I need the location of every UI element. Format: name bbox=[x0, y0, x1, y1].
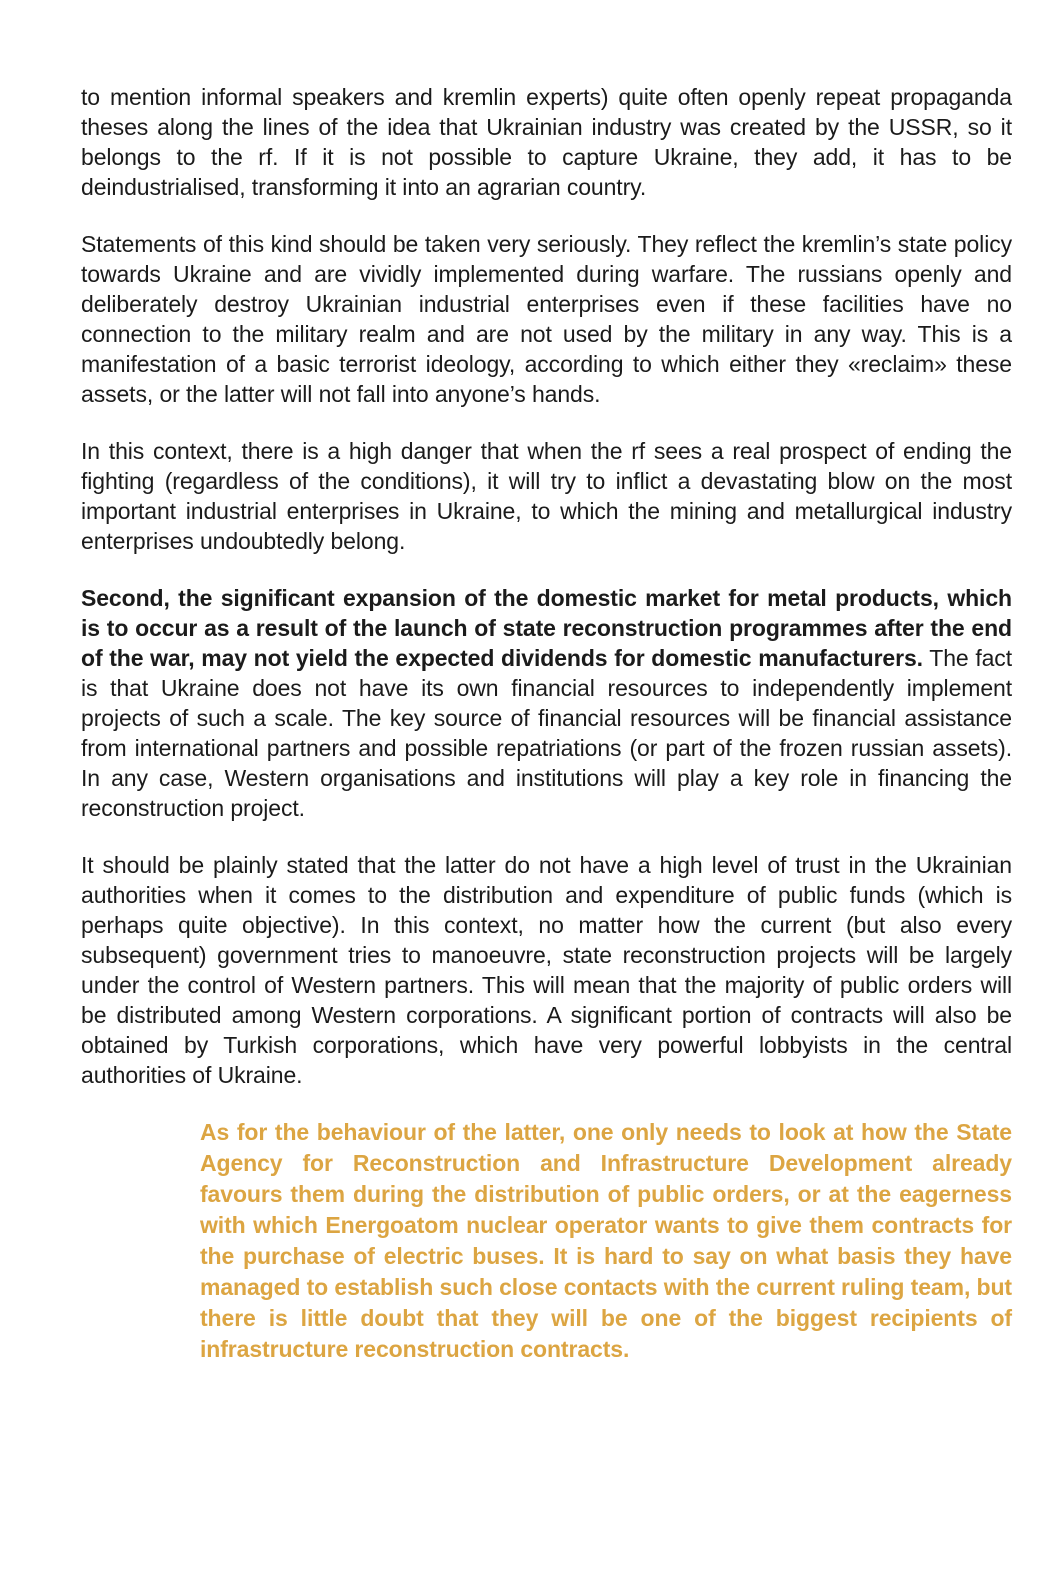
body-paragraph-2: Statements of this kind should be taken very seriously. They reflect the kremlin’s state policy towards Ukraine and are vividly implemented during warfare. The russians openly and deliberately destroy Ukrainian industrial enterprises even if these facilities have no connection to the military realm and are not used by the military in any way. This is a manifestation of a basic terrorist ideology, according to which either they «reclaim» these assets, or the latter will not fall into anyone’s hands. bbox=[81, 231, 1012, 407]
accent-paragraph: As for the behaviour of the latter, one only needs to look at how the State Agency for Reconstruction and Infrastructure Development already favours them during the distribution of public orders, or at the eagerness with which Energoatom nuclear operator wants to give them contracts for the purchase of electric buses. It is hard to say on what basis they have managed to establish such close contacts with the current ruling team, but there is little doubt that they will be one of the biggest recipients of infrastructure reconstruction contracts. bbox=[200, 1119, 1012, 1362]
body-paragraph-1: to mention informal speakers and kremlin experts) quite often openly repeat propaganda theses along the lines of the idea that Ukrainian industry was created by the USSR, so it belongs to the rf. If it is not possible to capture Ukraine, they add, it has to be deindustrialised, transforming it into an agrarian country. bbox=[81, 84, 1012, 200]
body-paragraph-4 bbox=[81, 583, 1012, 823]
body-paragraph-5: It should be plainly stated that the latter do not have a high level of trust in the Ukrainian authorities when it comes to the distribution and expenditure of public funds (which is perhaps quite objective). In this context, no matter how the current (but also every subsequent) government tries to manoeuvre, state reconstruction projects will be largely under the control of Western partners. This will mean that the majority of public orders will be distributed among Western corporations. A significant portion of contracts will also be obtained by Turkish corporations, which have very powerful lobbyists in the central authorities of Ukraine. bbox=[81, 852, 1012, 1088]
body-paragraph-4-rest: The fact is that Ukraine does not have its own financial resources to independently implement projects of such a scale. The key source of financial resources will be financial assistance from international partners and possible repatriations (or part of the frozen russian assets). In any case, Western organisations and institutions will play a key role in financing the reconstruction project. bbox=[81, 645, 1012, 821]
body-paragraph-4-bold-lead: Second, the significant expansion of the domestic market for metal products, which is to occur as a result of the launch of state reconstruction programmes after the end of the war, may not yield the expected dividends for domestic manufacturers. bbox=[81, 585, 1012, 671]
body-paragraph-3: In this context, there is a high danger that when the rf sees a real prospect of ending the fighting (regardless of the conditions), it will try to inflict a devastating blow on the most important industrial enterprises in Ukraine, to which the mining and metallurgical industry enterprises undoubtedly belong. bbox=[81, 438, 1012, 554]
